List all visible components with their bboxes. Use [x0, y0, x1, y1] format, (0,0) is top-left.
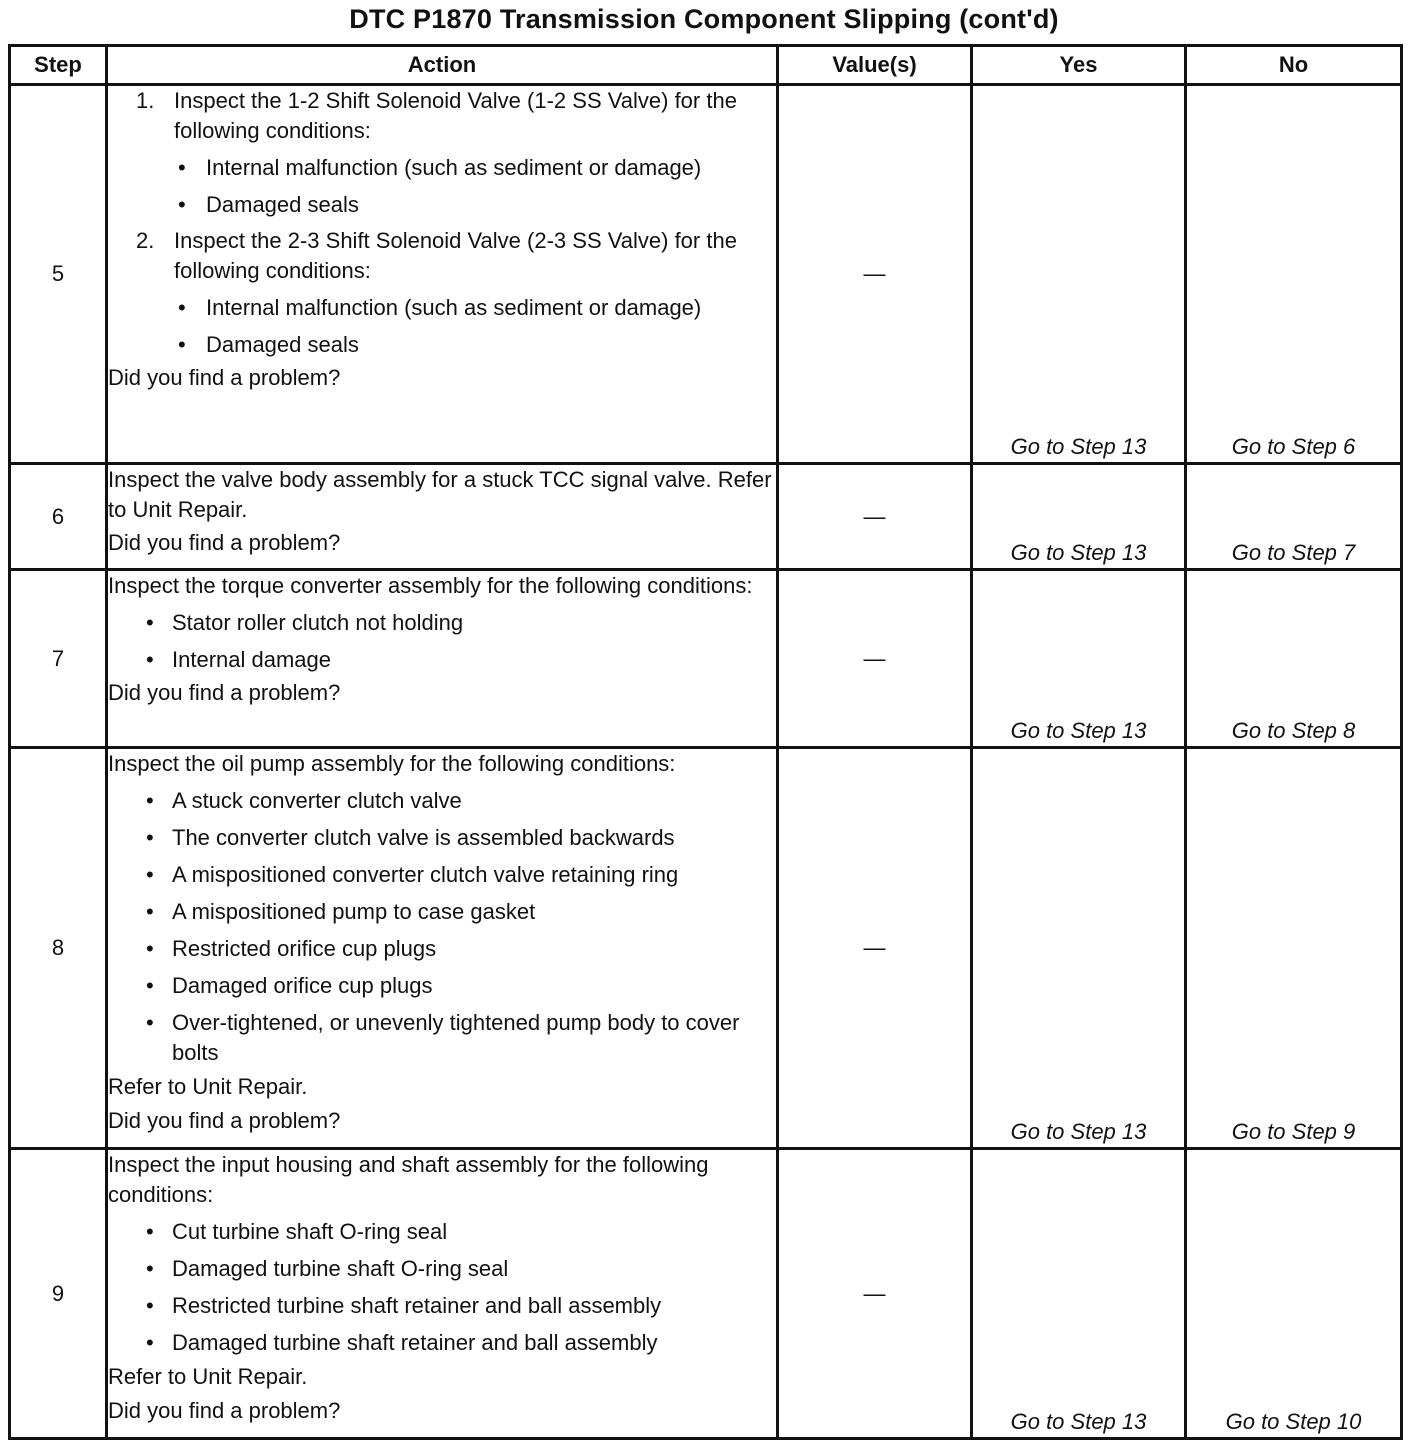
list-item: • Restricted turbine shaft retainer and ball assembly	[108, 1291, 776, 1321]
bullet-icon: •	[146, 1219, 154, 1244]
item-text: Inspect the 1-2 Shift Solenoid Valve (1-2 SS Valve) for the following conditions:	[174, 88, 737, 143]
no-cell: Go to Step 6	[1186, 85, 1402, 464]
bullet-icon: •	[178, 332, 186, 357]
action-cell	[107, 464, 778, 570]
yes-cell: Go to Step 13	[972, 464, 1186, 570]
col-header-step: Step	[10, 46, 107, 85]
header-row	[10, 46, 1402, 85]
col-header-action: Action	[107, 46, 778, 85]
bullet-icon: •	[146, 647, 154, 672]
numbered-item	[108, 226, 776, 286]
list-item: • Internal malfunction (such as sediment or damage)	[108, 153, 776, 183]
intro-text: Inspect the valve body assembly for a stuck TCC signal valve. Refer to Unit Repair.	[108, 467, 772, 522]
list-item: • A mispositioned converter clutch valve retaining ring	[108, 860, 776, 890]
no-cell: Go to Step 8	[1186, 570, 1402, 748]
step-number: 7	[10, 570, 107, 748]
list-item: • The converter clutch valve is assembled backwards	[108, 823, 776, 853]
question-text: Did you find a problem?	[108, 530, 341, 555]
value-cell: —	[778, 748, 972, 1149]
bullet-icon: •	[146, 936, 154, 961]
yes-cell: Go to Step 13	[972, 748, 1186, 1149]
table-row	[10, 85, 1402, 464]
step-number: 9	[10, 1149, 107, 1439]
intro-text: Inspect the oil pump assembly for the following conditions:	[108, 751, 676, 776]
numbered-item	[108, 86, 776, 146]
refer-text: Refer to Unit Repair.	[108, 1074, 308, 1099]
bullet-icon: •	[146, 1256, 154, 1281]
bullet-icon: •	[178, 155, 186, 180]
question-text: Did you find a problem?	[108, 1398, 341, 1423]
refer-text: Refer to Unit Repair.	[108, 1364, 308, 1389]
step-number: 6	[10, 464, 107, 570]
action-cell	[107, 1149, 778, 1439]
value-cell: —	[778, 464, 972, 570]
list-item: • Damaged seals	[108, 330, 776, 360]
list-item: • Internal malfunction (such as sediment or damage)	[108, 293, 776, 323]
list-item: • Internal damage	[108, 645, 776, 675]
intro-text: Inspect the input housing and shaft assembly for the following conditions:	[108, 1152, 709, 1207]
table-row	[10, 748, 1402, 1149]
yes-cell: Go to Step 13	[972, 85, 1186, 464]
list-item: • Cut turbine shaft O-ring seal	[108, 1217, 776, 1247]
table-row	[10, 1149, 1402, 1439]
col-header-values: Value(s)	[778, 46, 972, 85]
item-number: 2.	[136, 228, 155, 253]
action-cell	[107, 85, 778, 464]
value-cell: —	[778, 570, 972, 748]
list-item: • Over-tightened, or unevenly tightened pump body to cover bolts	[146, 1010, 740, 1065]
step-number: 5	[10, 85, 107, 464]
yes-cell: Go to Step 13	[972, 1149, 1186, 1439]
list-item: • Damaged seals	[108, 190, 776, 220]
no-cell: Go to Step 10	[1186, 1149, 1402, 1439]
bullet-icon: •	[178, 192, 186, 217]
bullet-icon: •	[146, 1293, 154, 1318]
action-cell	[107, 570, 778, 748]
bullet-icon: •	[146, 899, 154, 924]
bullet-icon: •	[146, 862, 154, 887]
question-text: Did you find a problem?	[108, 680, 341, 705]
action-cell	[107, 748, 778, 1149]
bullet-icon: •	[146, 825, 154, 850]
col-header-no: No	[1186, 46, 1402, 85]
list-item: • Damaged turbine shaft retainer and ball assembly	[108, 1328, 776, 1358]
list-item: • Damaged orifice cup plugs	[108, 971, 776, 1001]
value-cell: —	[778, 85, 972, 464]
list-item: • Damaged turbine shaft O-ring seal	[108, 1254, 776, 1284]
bullet-icon: •	[146, 610, 154, 635]
bullet-icon: •	[146, 973, 154, 998]
question-text: Did you find a problem?	[108, 1108, 341, 1133]
col-header-yes: Yes	[972, 46, 1186, 85]
step-number: 8	[10, 748, 107, 1149]
table-row	[10, 570, 1402, 748]
table-row	[10, 464, 1402, 570]
item-text: Inspect the 2-3 Shift Solenoid Valve (2-3 SS Valve) for the following conditions:	[174, 228, 737, 283]
bullet-icon: •	[178, 295, 186, 320]
bullet-icon: •	[146, 1330, 154, 1355]
page-title: DTC P1870 Transmission Component Slipping (cont'd)	[349, 4, 1059, 34]
question-text: Did you find a problem?	[108, 365, 341, 390]
list-item: • Stator roller clutch not holding	[108, 608, 776, 638]
yes-cell: Go to Step 13	[972, 570, 1186, 748]
diagnostic-table	[8, 44, 1403, 1440]
intro-text: Inspect the torque converter assembly for the following conditions:	[108, 573, 753, 598]
bullet-icon: •	[146, 788, 154, 813]
list-item: • A stuck converter clutch valve	[108, 786, 776, 816]
list-item: • Restricted orifice cup plugs	[108, 934, 776, 964]
no-cell: Go to Step 7	[1186, 464, 1402, 570]
no-cell: Go to Step 9	[1186, 748, 1402, 1149]
value-cell: —	[778, 1149, 972, 1439]
item-number: 1.	[136, 88, 155, 113]
bullet-icon: •	[146, 1010, 154, 1035]
list-item: • A mispositioned pump to case gasket	[108, 897, 776, 927]
